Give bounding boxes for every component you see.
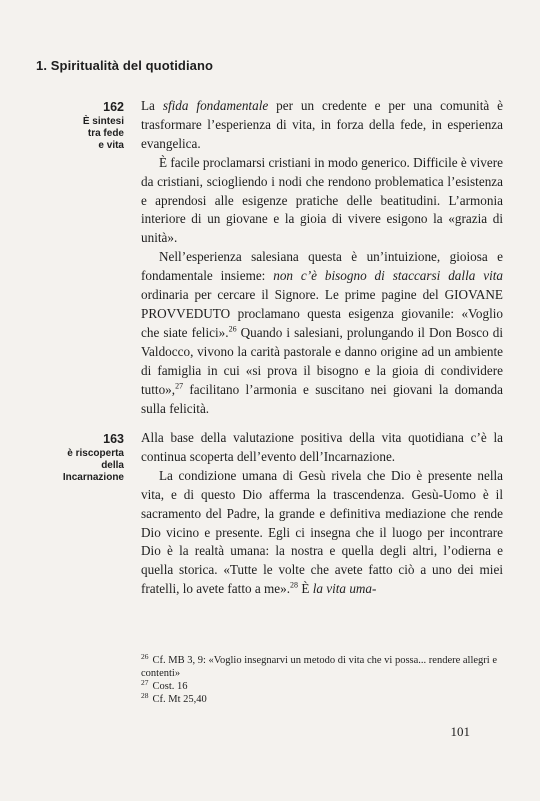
text-run: La condizione umana di Gesù rivela che Dio è presente nella vita, e di questo Dio afferma la trascendenza. Gesù-Uomo è il sacramento del Padre, la grande e definitiva mediazione che rende Dio vicino e presente. Egli ci insegna che il luogo per incontrare Dio è la realtà umana: la nostra e quella degli altri, l’odierna e quella storica. «Tutte le volte che avete fatto ciò a uno dei miei fratelli, lo avete fatto a me». bbox=[141, 467, 503, 597]
italic-run: sfida fondamentale bbox=[162, 98, 269, 113]
italic-run: la vita uma- bbox=[312, 581, 377, 597]
margin-note-162 bbox=[40, 100, 124, 152]
footnote-ref: 28 bbox=[290, 580, 299, 590]
paragraph-number: 162 bbox=[103, 100, 124, 114]
footnotes bbox=[141, 651, 503, 706]
footnote-text: Cost. 16 bbox=[152, 681, 188, 692]
body-paragraph: Alla base della valutazione positiva della vita quotidiana c’è la continua scoperta dell’evento dell’Incarnazione. bbox=[141, 430, 503, 464]
paragraph-number: 163 bbox=[103, 432, 124, 446]
footnote bbox=[141, 677, 503, 693]
text-run: per un credente e per una comunità è trasformare l’esperienza di vita, in forza della fede, in esperienza evangelica. bbox=[141, 98, 503, 151]
text-run: Nell’esperienza salesiana questa è un’intuizione, gioiosa e fondamentale insieme: bbox=[141, 249, 503, 284]
margin-line: tra fede bbox=[87, 128, 124, 139]
footnote bbox=[141, 651, 503, 680]
margin-line: È sintesi bbox=[82, 116, 124, 127]
body-paragraph bbox=[141, 97, 503, 154]
text-run: ordinaria per cercare il Signore. Le prime pagine del GIOVANE PROVVEDUTO proclamano questa esigenza giovanile: «Voglio che siate felici». bbox=[141, 287, 503, 340]
body-paragraph bbox=[141, 467, 503, 599]
footnote-number: 27 bbox=[141, 677, 149, 687]
paragraph-162-text bbox=[141, 97, 503, 418]
margin-line: è riscoperta bbox=[67, 448, 124, 459]
margin-line: della bbox=[101, 460, 124, 471]
margin-line: e vita bbox=[98, 140, 124, 151]
section-title: 1. Spiritualità del quotidiano bbox=[36, 58, 214, 73]
text-run: Quando i salesiani, prolungando il Don Bosco di Valdocco, vivono la carità pastorale e danno origine ad un ambiente di famiglia in cui «si prova il bisogno e la gioia di condividere tutto», bbox=[141, 324, 504, 397]
paragraph-163-text bbox=[141, 429, 503, 599]
body-paragraph bbox=[141, 248, 503, 418]
margin-line: Incarnazione bbox=[62, 472, 124, 483]
footnote bbox=[141, 690, 503, 706]
body-paragraph: È facile proclamarsi cristiani in modo generico. Difficile è vivere da cristiani, sciogliendo i nodi che rendono problematica l’esistenza e aprendosi alle esigenze pratiche delle beatitudini. L’armonia interiore di un giovane e la gioia di vivere esigono la «grazia di unità». bbox=[141, 154, 503, 246]
margin-summary bbox=[40, 116, 124, 152]
text-run: La bbox=[141, 98, 163, 113]
footnote-text: Cf. MB 3, 9: «Voglio insegnarvi un metodo di vita che vi possa... rendere allegri e contenti» bbox=[141, 655, 497, 679]
footnote-ref: 27 bbox=[175, 381, 184, 391]
italic-run: non c’è bisogno di staccarsi dalla vita bbox=[273, 268, 503, 284]
text-run: È bbox=[298, 581, 313, 597]
text-run: facilitano l’armonia e suscitano nei giovani la domanda sulla felicità. bbox=[141, 381, 503, 416]
footnote-number: 28 bbox=[141, 690, 149, 700]
page-number: 101 bbox=[450, 724, 470, 739]
margin-note-163 bbox=[40, 432, 124, 484]
margin-summary bbox=[40, 448, 124, 484]
footnote-number: 26 bbox=[141, 651, 149, 661]
footnote-ref: 26 bbox=[228, 324, 237, 334]
footnote-text: Cf. Mt 25,40 bbox=[152, 694, 207, 705]
